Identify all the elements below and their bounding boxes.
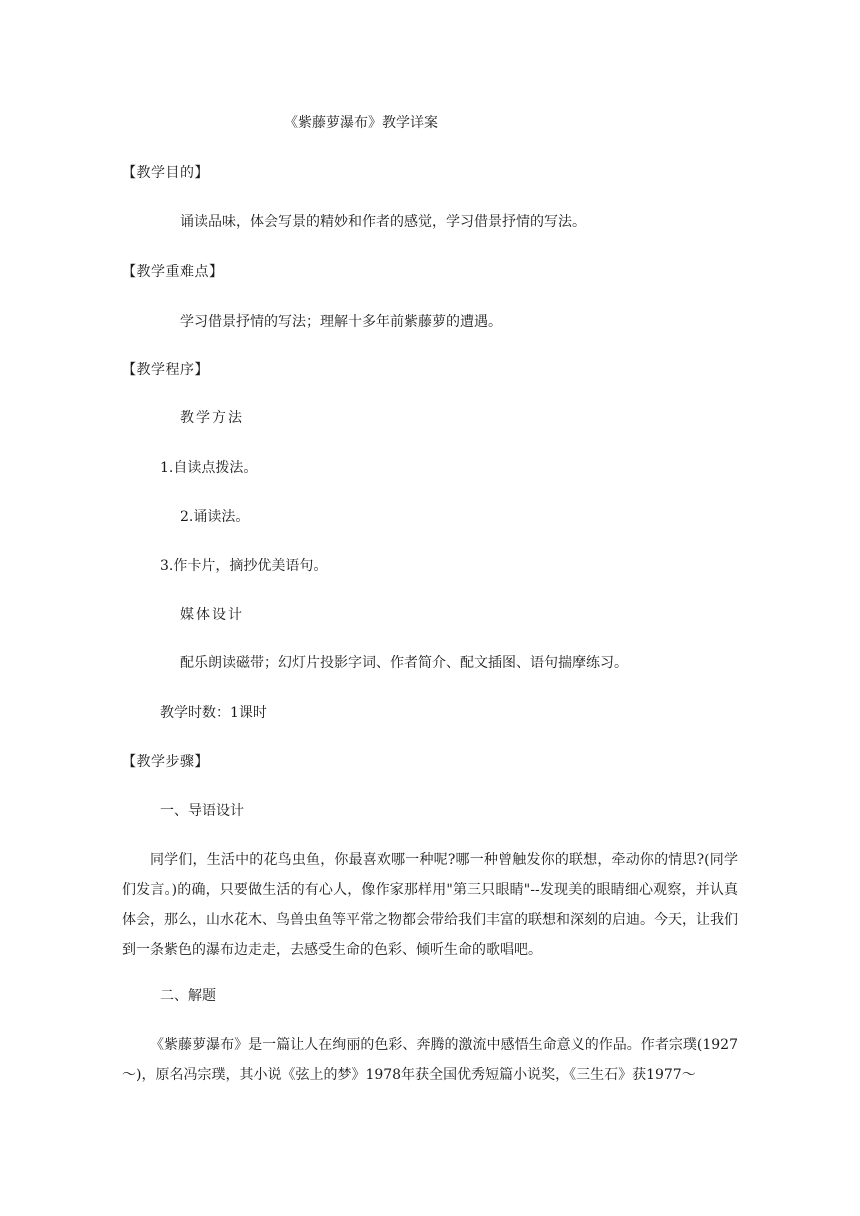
objective-heading: 【教学目的】 [122,165,209,181]
step1-paragraph: 同学们，生活中的花鸟虫鱼，你最喜欢哪一种呢?哪一种曾触发你的联想，牵动你的情思?(同学们发言。)的确，只要做生活的有心人，像作家那样用"第三只眼睛"--发现美的眼睛细心观察，并认真体会，那么，山水花木、鸟兽虫鱼等平常之物都会带给我们丰富的联想和深刻的启迪。今天，让我们到一条紫色的瀑布边走走，去感受生命的色彩、倾听生命的歌唱吧。 [122,852,738,958]
step2-paragraph: 《紫藤萝瀑布》是一篇让人在绚丽的色彩、奔腾的激流中感悟生命意义的作品。作者宗璞(1927～)，原名冯宗璞，其小说《弦上的梦》1978年获全国优秀短篇小说奖，《三生石》获1977～ [122,1037,738,1083]
method-item: 3.作卡片，摘抄优美语句。 [160,558,328,574]
method-item: 1.自读点拨法。 [160,460,258,476]
media-heading: 媒体设计 [180,607,244,623]
method-item: 2.诵读法。 [180,509,250,525]
hours-text: 教学时数：1课时 [160,705,267,721]
step2-heading: 二、解题 [160,988,216,1004]
procedure-heading: 【教学程序】 [122,362,209,378]
media-text: 配乐朗读磁带；幻灯片投影字词、作者简介、配文插图、语句揣摩练习。 [180,655,628,671]
difficulty-text: 学习借景抒情的写法；理解十多年前紫藤萝的遭遇。 [180,314,502,330]
objective-text: 诵读品味，体会写景的精妙和作者的感觉，学习借景抒情的写法。 [180,214,586,230]
document-title: 《紫藤萝瀑布》教学详案 [284,115,438,131]
difficulty-heading: 【教学重难点】 [122,264,224,280]
step1-heading: 一、导语设计 [160,803,244,819]
steps-heading: 【教学步骤】 [122,754,209,770]
method-heading: 教学方法 [180,410,244,426]
